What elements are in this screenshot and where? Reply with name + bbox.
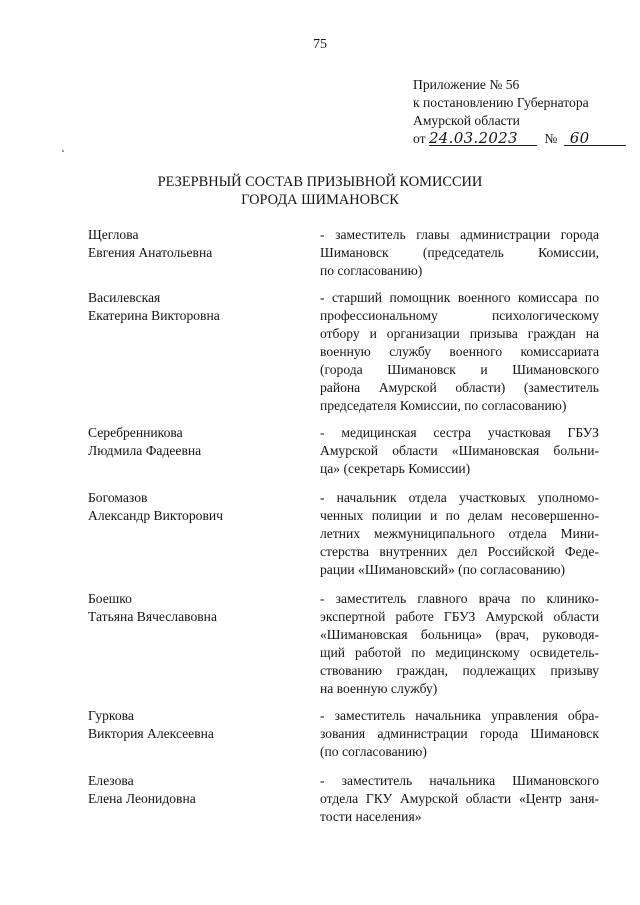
role-line: зования администрации города Шимановск <box>320 726 599 741</box>
appendix-date-line <box>413 130 626 148</box>
role-line: - заместитель главного врача по клинико- <box>320 591 599 606</box>
member-person <box>88 707 308 743</box>
member-surname: Елезова <box>88 773 134 788</box>
member-role <box>320 489 599 579</box>
date-prefix: от <box>413 131 426 146</box>
role-line: стерства внутренних дел Российской Феде- <box>320 544 599 559</box>
role-line: - старший помощник военного комиссара по <box>320 290 599 305</box>
role-line: рации «Шимановский» (по согласованию) <box>320 562 566 577</box>
appendix-line-1: Приложение № 56 <box>413 77 520 92</box>
member-surname: Серебренникова <box>88 425 183 440</box>
role-line: - медицинская сестра участковая ГБУЗ <box>320 425 599 440</box>
role-line: на военную службу) <box>320 681 438 696</box>
member-name: Елена Леонидовна <box>88 791 196 806</box>
handwritten-number: 60 <box>564 131 626 146</box>
appendix-header <box>413 76 626 148</box>
role-line: военную службу военного комиссариата <box>320 344 599 359</box>
appendix-line-2: к постановлению Губернатора <box>413 95 589 110</box>
role-line: (города Шимановск и Шимановского <box>320 362 599 377</box>
role-line: «Шимановская больница» (врач, руководя- <box>320 627 599 642</box>
role-line: района Амурской области) (заместитель <box>320 380 599 395</box>
member-role <box>320 707 599 761</box>
member-role <box>320 289 599 415</box>
member-role <box>320 226 599 280</box>
member-person <box>88 489 308 525</box>
role-line: по согласованию) <box>320 263 423 278</box>
member-name: Виктория Алексеевна <box>88 726 214 741</box>
member-name: Екатерина Викторовна <box>88 308 220 323</box>
member-name: Людмила Фадеевна <box>88 443 202 458</box>
member-surname: Щеглова <box>88 227 139 242</box>
role-line: летних межмуниципального отдела Мини- <box>320 526 599 541</box>
member-role <box>320 424 599 478</box>
member-role <box>320 590 599 698</box>
member-surname: Гуркова <box>88 708 134 723</box>
member-person <box>88 590 308 626</box>
member-surname: Василевская <box>88 290 161 305</box>
role-line: - заместитель главы администрации города <box>320 227 599 242</box>
role-line: (по согласованию) <box>320 744 427 759</box>
member-name: Александр Викторович <box>88 508 223 523</box>
role-line: тости населения» <box>320 809 422 824</box>
appendix-line-3: Амурской области <box>413 113 520 128</box>
role-line: профессиональному психологическому <box>320 308 599 323</box>
member-name: Евгения Анатольевна <box>88 245 213 260</box>
role-line: ца» (секретарь Комиссии) <box>320 461 471 476</box>
role-line: Шимановск (председатель Комиссии, <box>320 245 599 260</box>
member-surname: Богомазов <box>88 490 148 505</box>
member-person <box>88 226 308 262</box>
handwritten-date: 24.03.2023 <box>429 131 537 146</box>
member-person <box>88 772 308 808</box>
role-line: ченных полиции и по делам несовершенно- <box>320 508 599 523</box>
role-line: ствованию граждан, подлежащих призыву <box>320 663 599 678</box>
role-line: отдела ГКУ Амурской области «Центр заня- <box>320 791 599 806</box>
scan-dot <box>62 150 64 152</box>
member-person <box>88 289 308 325</box>
title-line-1: РЕЗЕРВНЫЙ СОСТАВ ПРИЗЫВНОЙ КОМИССИИ <box>157 174 483 190</box>
member-surname: Боешко <box>88 591 132 606</box>
role-line: экспертной работе ГБУЗ Амурской области <box>320 609 599 624</box>
member-name: Татьяна Вячеславовна <box>88 609 217 624</box>
member-person <box>88 424 308 460</box>
role-line: щий работой по медицинскому освидетель- <box>320 645 599 660</box>
document-title <box>0 173 640 209</box>
number-sign: № <box>544 131 558 146</box>
role-line: Амурской области «Шимановская больни- <box>320 443 599 458</box>
role-line: председателя Комиссии, по согласованию) <box>320 398 567 413</box>
page-number: 75 <box>313 37 327 52</box>
role-line: - заместитель начальника управления обра- <box>320 708 599 723</box>
role-line: - начальник отдела участковых уполномо- <box>320 490 599 505</box>
role-line: отбору и организации призыва граждан на <box>320 326 599 341</box>
member-role <box>320 772 599 826</box>
role-line: - заместитель начальника Шимановского <box>320 773 599 788</box>
title-line-2: ГОРОДА ШИМАНОВСК <box>241 192 399 208</box>
